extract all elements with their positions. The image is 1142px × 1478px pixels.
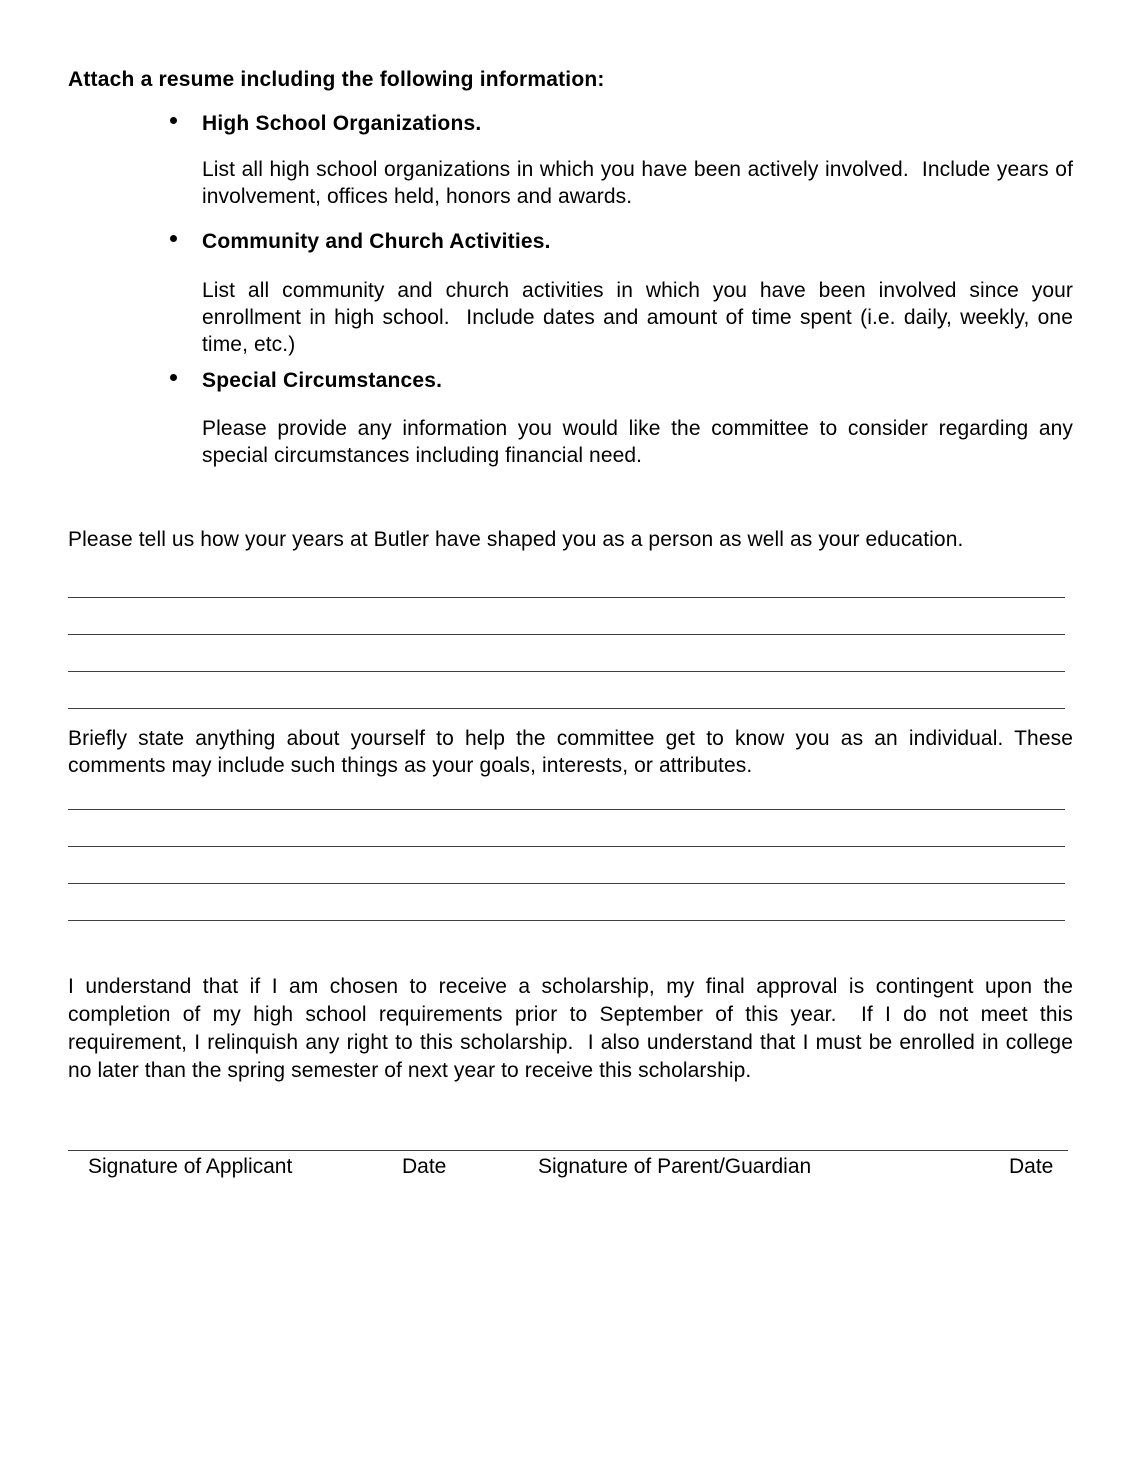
signature-of-applicant-label: Signature of Applicant: [88, 1155, 293, 1178]
bullet-title-high-school-organizations: High School Organizations.: [202, 112, 482, 135]
bullet-title-special-circumstances: Special Circumstances.: [202, 369, 443, 392]
prompt-about-yourself: Briefly state anything about yourself to help the committee get to know you as an individual. These comments may include such things as your goals, interests, or attributes.: [68, 727, 1073, 777]
bullet-marker: [170, 235, 177, 242]
answer-line: [68, 809, 1065, 810]
signature-rule: [68, 1150, 1068, 1151]
prompt-butler-years: Please tell us how your years at Butler have shaped you as a person as well as your education.: [68, 528, 964, 551]
bullet-body-community-church-activities: List all community and church activities in which you have been involved since your enrollment in high school. Include dates and amount of time spent (i.e. daily, weekly, one time, etc.): [202, 279, 1073, 356]
scholarship-conditions-paragraph: I understand that if I am chosen to receive a scholarship, my final approval is contingent upon the completion of my high school requirements prior to September of this year. If I do not meet this requirement, I relinquish any right to this scholarship. I also understand that I must be enrolled in college no later than the spring semester of next year to receive this scholarship.: [68, 975, 1073, 1082]
applicant-date-label: Date: [402, 1155, 447, 1178]
bullet-marker: [170, 374, 177, 381]
answer-line: [68, 671, 1065, 672]
answer-line: [68, 846, 1065, 847]
bullet-body-high-school-organizations: List all high school organizations in which you have been actively involved. Include years of involvement, offices held, honors and awards.: [202, 158, 1073, 208]
bullet-marker: [170, 117, 177, 124]
answer-line: [68, 920, 1065, 921]
signature-of-parent-guardian-label: Signature of Parent/Guardian: [538, 1155, 812, 1178]
answer-line: [68, 634, 1065, 635]
bullet-title-community-church-activities: Community and Church Activities.: [202, 230, 551, 253]
answer-line: [68, 708, 1065, 709]
bullet-body-special-circumstances: Please provide any information you would like the committee to consider regarding any special circumstances including financial need.: [202, 417, 1073, 467]
parent-date-label: Date: [1009, 1155, 1054, 1178]
page-heading: Attach a resume including the following information:: [68, 68, 605, 91]
answer-line: [68, 883, 1065, 884]
answer-line: [68, 597, 1065, 598]
